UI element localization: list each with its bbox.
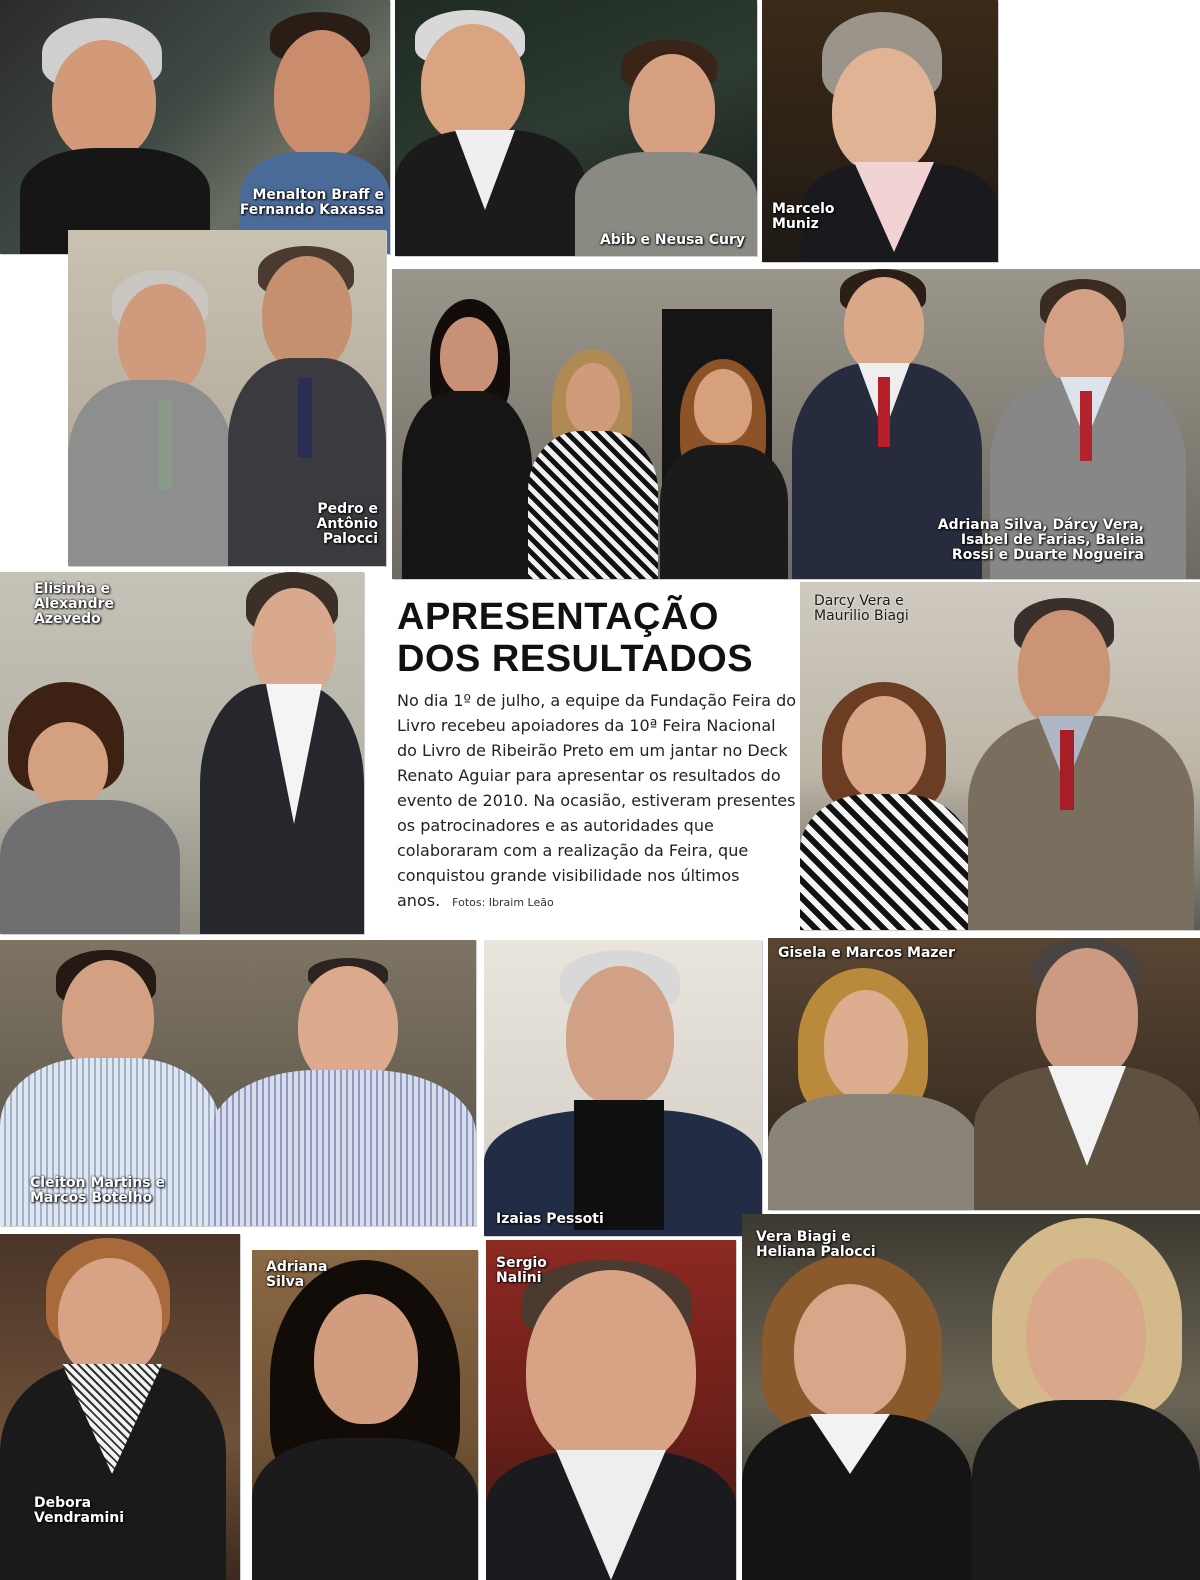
person bbox=[484, 950, 762, 1236]
photo-caption: Vera Biagi e Heliana Palocci bbox=[756, 1229, 876, 1260]
photo-credit: Fotos: Ibraim Leão bbox=[452, 896, 554, 909]
photo-caption: Abib e Neusa Cury bbox=[599, 232, 745, 248]
person bbox=[68, 270, 228, 566]
article-body bbox=[397, 688, 797, 915]
photo-izaias bbox=[484, 940, 762, 1236]
article bbox=[392, 588, 798, 934]
photo-darcy-maurilio bbox=[800, 582, 1200, 930]
person bbox=[252, 1260, 478, 1580]
photo-caption: Pedro e Antônio Palocci bbox=[316, 501, 378, 547]
photo-caption: Izaias Pessoti bbox=[496, 1211, 604, 1227]
person bbox=[654, 359, 794, 579]
photo-caption: Darcy Vera e Maurilio Biagi bbox=[814, 593, 909, 624]
person bbox=[800, 682, 970, 930]
person bbox=[742, 1254, 972, 1580]
photo-sergio bbox=[486, 1240, 736, 1580]
article-title: APRESENTAÇÃO DOS RESULTADOS bbox=[397, 596, 754, 680]
person bbox=[200, 572, 364, 934]
photo-caption: Marcelo Muniz bbox=[772, 201, 835, 232]
person bbox=[575, 40, 757, 256]
person bbox=[768, 968, 978, 1210]
person bbox=[210, 958, 476, 1226]
person bbox=[974, 938, 1200, 1210]
photo-adriana bbox=[252, 1250, 478, 1580]
photo-debora bbox=[0, 1234, 240, 1580]
photo-caption: Sergio Nalini bbox=[496, 1255, 547, 1286]
photo-cleiton-marcos bbox=[0, 940, 476, 1226]
person bbox=[972, 1214, 1200, 1580]
photo-abib-neusa bbox=[395, 0, 757, 256]
photo-vera-heliana bbox=[742, 1214, 1200, 1580]
photo-caption: Adriana Silva, Dárcy Vera, Isabel de Farias, Baleia Rossi e Duarte Nogueira bbox=[937, 517, 1144, 563]
photo-gisela-marcos bbox=[768, 938, 1200, 1210]
person bbox=[402, 299, 532, 579]
photo-caption: Elisinha e Alexandre Azevedo bbox=[34, 581, 114, 627]
photo-elisinha-alexandre bbox=[0, 572, 364, 934]
person bbox=[0, 1234, 226, 1580]
photo-caption: Debora Vendramini bbox=[34, 1495, 125, 1526]
article-text: No dia 1º de julho, a equipe da Fundação Feira do Livro recebeu apoiadores da 10ª Feira Nacional do Livro de Ribeirão Preto em um jantar no Deck Renato Aguiar para apresentar os resultados do evento de 2010. Na ocasião, estiveram presentes os patrocinadores e as autoridades que colaboraram com a realização da Feira, que conquistou grande visibilidade nos últimos anos. bbox=[397, 691, 797, 910]
photo-menalton-fernando bbox=[0, 0, 390, 254]
photo-adriana-group bbox=[392, 269, 1200, 579]
photo-caption: Menalton Braff e Fernando Kaxassa bbox=[239, 187, 384, 218]
person bbox=[20, 18, 210, 254]
person bbox=[968, 598, 1194, 930]
person bbox=[486, 1260, 736, 1580]
photo-caption: Gisela e Marcos Mazer bbox=[778, 945, 955, 961]
photo-caption: Adriana Silva bbox=[266, 1259, 328, 1290]
photo-caption: Cleiton Martins e Marcos Botelho bbox=[30, 1175, 165, 1206]
person bbox=[395, 10, 585, 256]
photo-pedro-antonio bbox=[68, 230, 386, 566]
photo-marcelo bbox=[762, 0, 998, 262]
person bbox=[0, 682, 180, 934]
person bbox=[528, 349, 658, 579]
